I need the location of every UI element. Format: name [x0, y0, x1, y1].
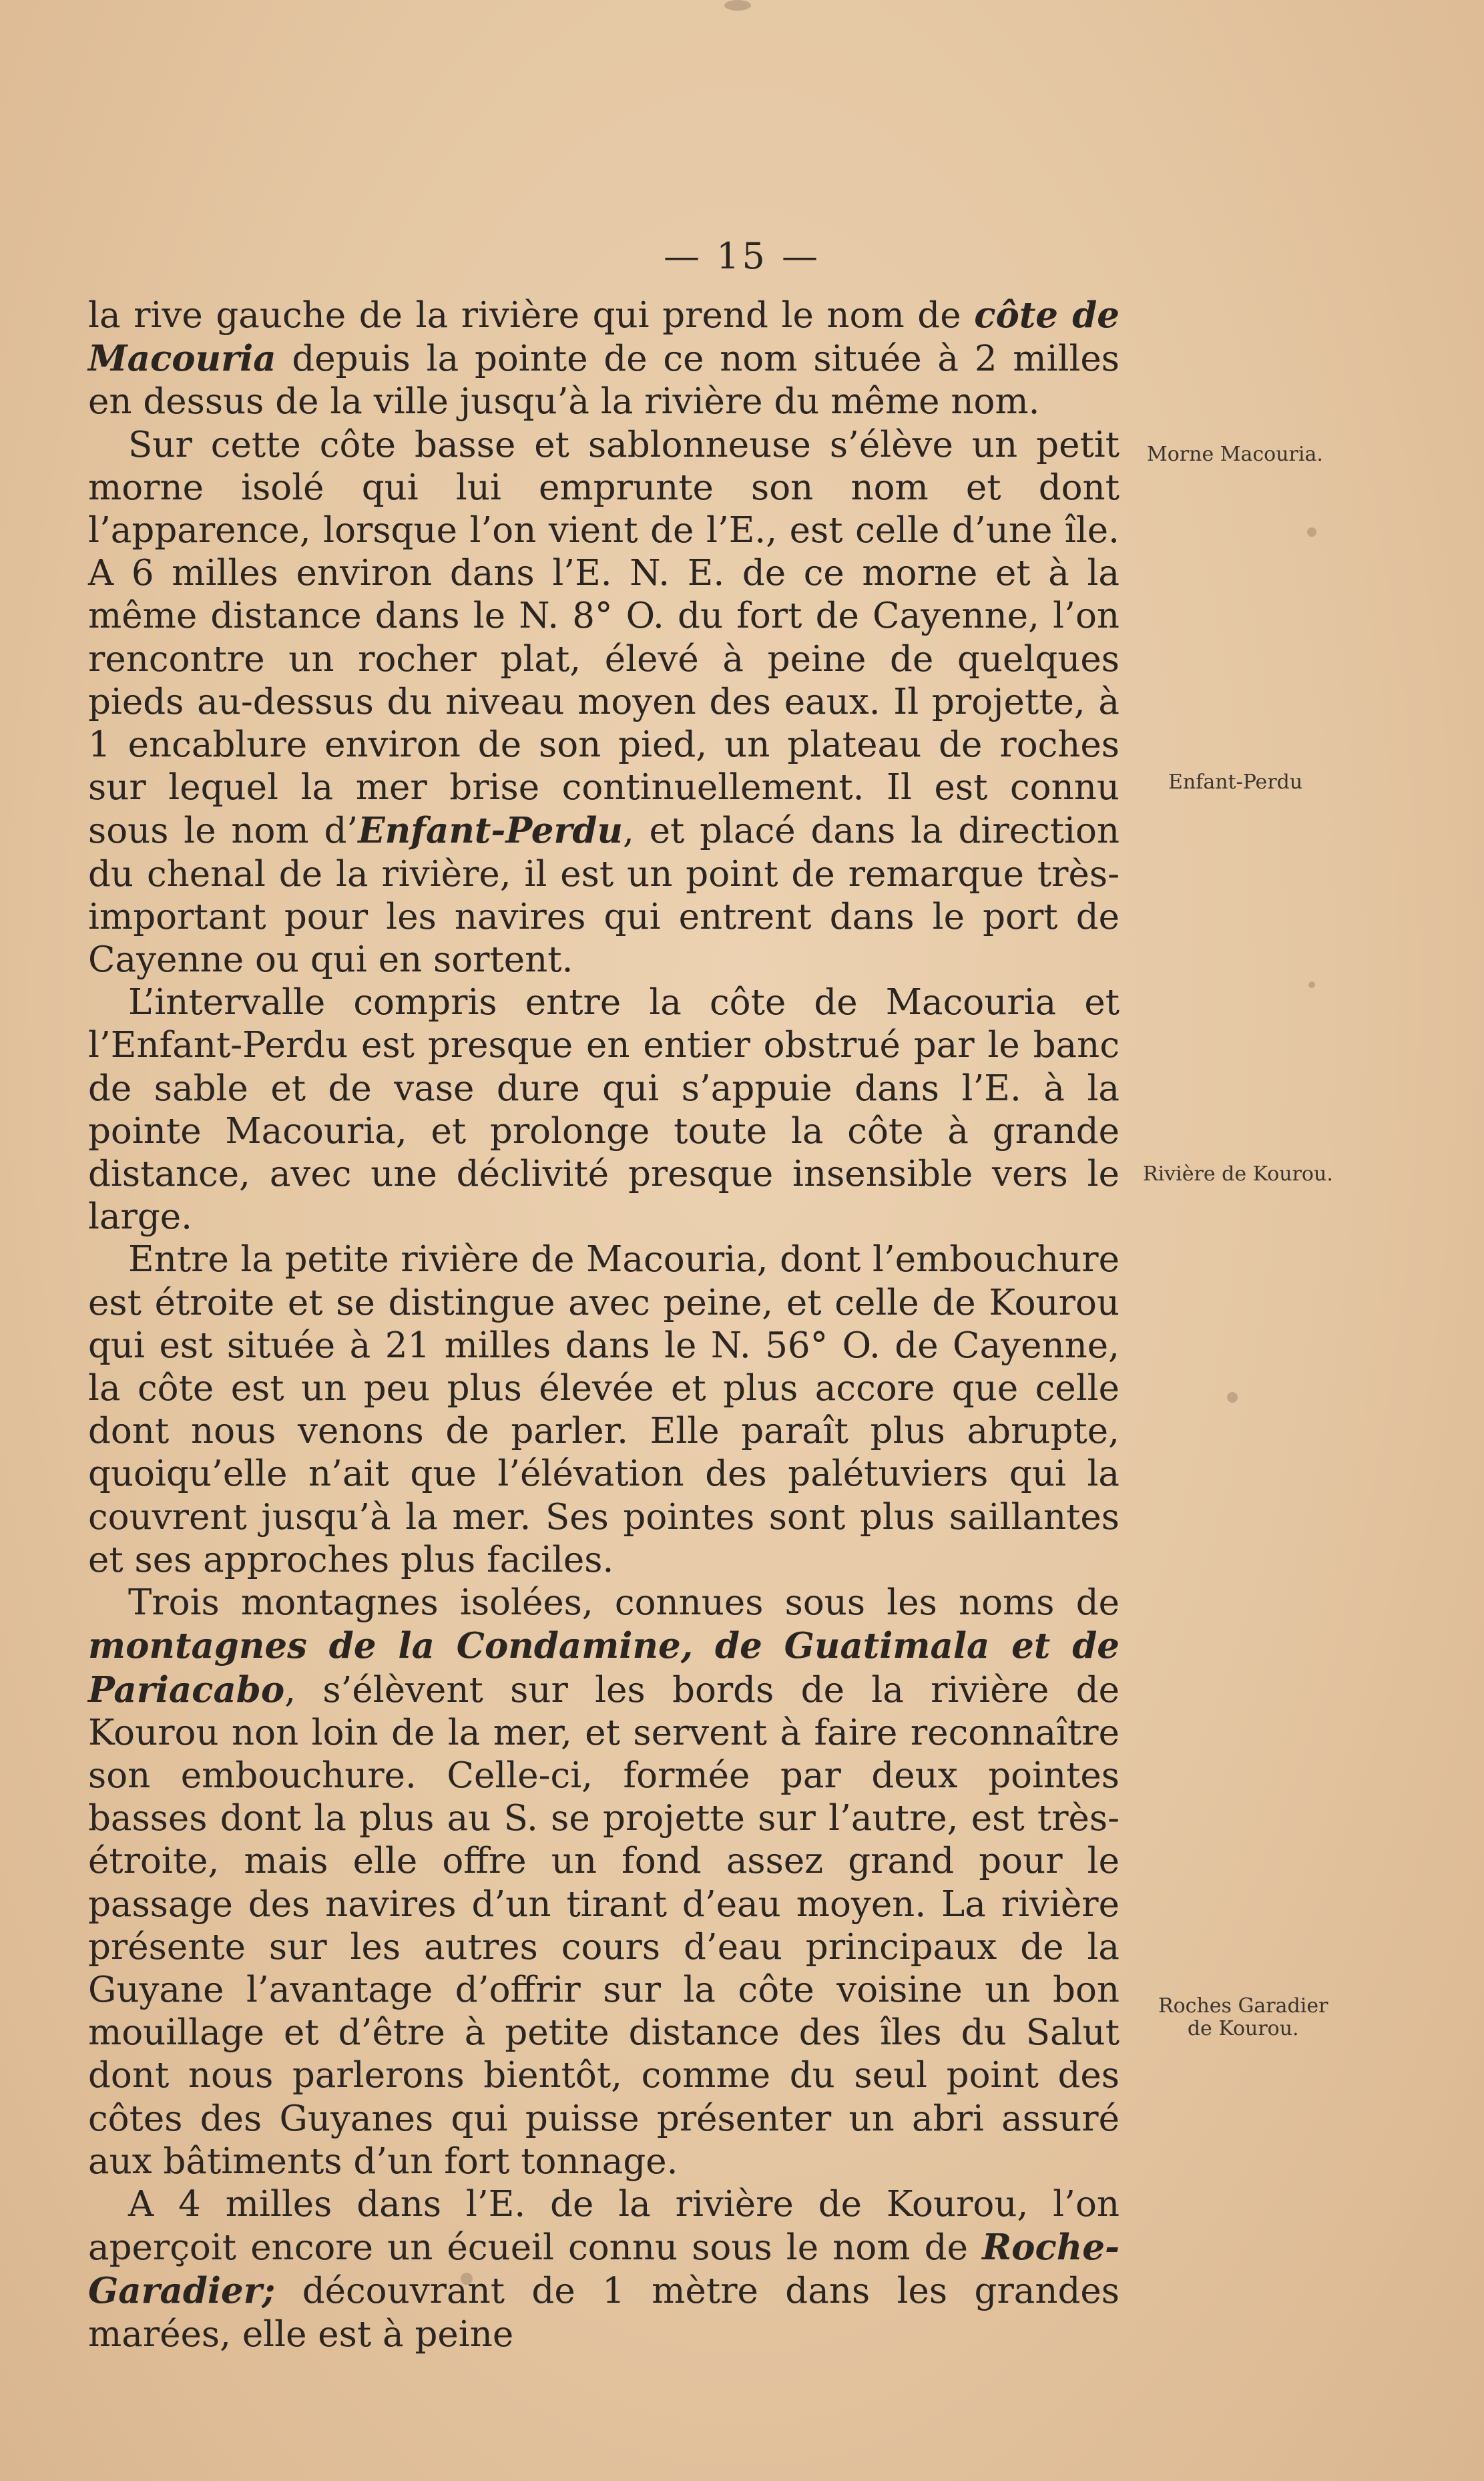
margin-note-enfant-perdu: Enfant-Perdu [1168, 770, 1303, 794]
text-run: Trois montagnes isolées, connues sous les noms de [128, 1582, 1120, 1624]
paragraph [88, 981, 1120, 1238]
text-run: la rive gauche de la rivière qui prend le nom de [88, 295, 975, 336]
text-run: Entre la petite rivière de Macouria, dont l’embouchure est étroite et se distingue avec peine, et celle de Kourou qui est située à 21 milles dans le N. 56° O. de Cayenne, la côte est un peu plus élevée et plus accore que celle dont nous venons de parler. Elle paraît plus abrupte, quoiqu’elle n’ait que l’élévation des palétuviers qui la couvrent jusqu’à la mer. Ses pointes sont plus saillantes et ses approches plus faciles. [88, 1239, 1120, 1580]
text-run: A 4 milles dans l’E. de la rivière de Kourou, l’on aperçoit encore un écueil connu sous le nom de [88, 2183, 1120, 2269]
paragraph [88, 294, 1120, 424]
italic-term: montagnes de la Condamine, de Guatimala et de Pariacabo [88, 1625, 1120, 1711]
paragraph [88, 424, 1120, 982]
text-run: , et placé dans la direction du chenal de la rivière, il est un point de remarque très-important pour les navires qui entrent dans le port de Cayenne ou qui en sortent. [88, 811, 1120, 981]
text-run: L’intervalle compris entre la côte de Macouria et l’Enfant-Perdu est presque en entier obstrué par le banc de sable et de vase dure qui s’appuie dans l’E. à la pointe Macouria, et prolonge toute la côte à grande distance, avec une déclivité presque insensible vers le large. [88, 982, 1120, 1238]
paper-speck [1227, 1392, 1238, 1403]
paper-speck [1308, 981, 1315, 988]
italic-term: côte de Macouria [88, 294, 1120, 380]
text-run: découvrant de 1 mètre dans les grandes marées, elle est à peine [88, 2271, 1120, 2355]
text-run: Sur cette côte basse et sablonneuse s’élève un petit morne isolé qui lui emprunte son nom et dont l’apparence, lorsque l’on vient de l’E., est celle d’une île. A 6 milles environ dans l’E. N. E. de ce morne et à la même distance dans le N. 8° O. du fort de Cayenne, l’on rencontre un rocher plat, élevé à peine de quelques pieds au-dessus du niveau moyen des eaux. Il projette, à 1 encablure environ de son pied, un plateau de roches sur lequel la mer brise continuellement. Il est connu sous le nom d’ [88, 424, 1120, 852]
italic-term: Roche-Garadier; [88, 2227, 1120, 2312]
paragraph [88, 1582, 1120, 2183]
paper-speck [1307, 527, 1316, 537]
paper-speck [724, 0, 751, 11]
page-number: — 15 — [663, 235, 821, 277]
margin-note-line: de Kourou. [1187, 2017, 1299, 2040]
margin-note-roches-garadier [1158, 1995, 1328, 2040]
italic-term: Enfant-Perdu [358, 810, 623, 852]
margin-note-riviere-kourou: Rivière de Kourou. [1143, 1162, 1333, 1186]
body-text [88, 294, 1120, 2356]
paragraph [88, 1238, 1120, 1582]
text-run: , s’élèvent sur les bords de la rivière de Kourou non loin de la mer, et servent à faire reconnaître son embouchure. Celle-ci, formée par deux pointes basses dont la plus au S. se projette sur l’autre, est très-étroite, mais elle offre un fond assez grand pour le passage des navires d’un tirant d’eau moyen. La rivière présente sur les autres cours d’eau principaux de la Guyane l’avantage d’offrir sur la côte voisine un bon mouillage et d’être à petite distance des îles du Salut dont nous parlerons bientôt, comme du seul point des côtes des Guyanes qui puisse présenter un abri assuré aux bâtiments d’un fort tonnage. [88, 1669, 1120, 2182]
margin-note-morne-macouria: Morne Macouria. [1147, 443, 1323, 466]
text-run: depuis la pointe de ce nom située à 2 milles en dessus de la ville jusqu’à la rivière du même nom. [88, 339, 1120, 423]
margin-note-line: Roches Garadier [1158, 1994, 1328, 2018]
paragraph [88, 2183, 1120, 2356]
paper-speck [461, 2273, 473, 2285]
